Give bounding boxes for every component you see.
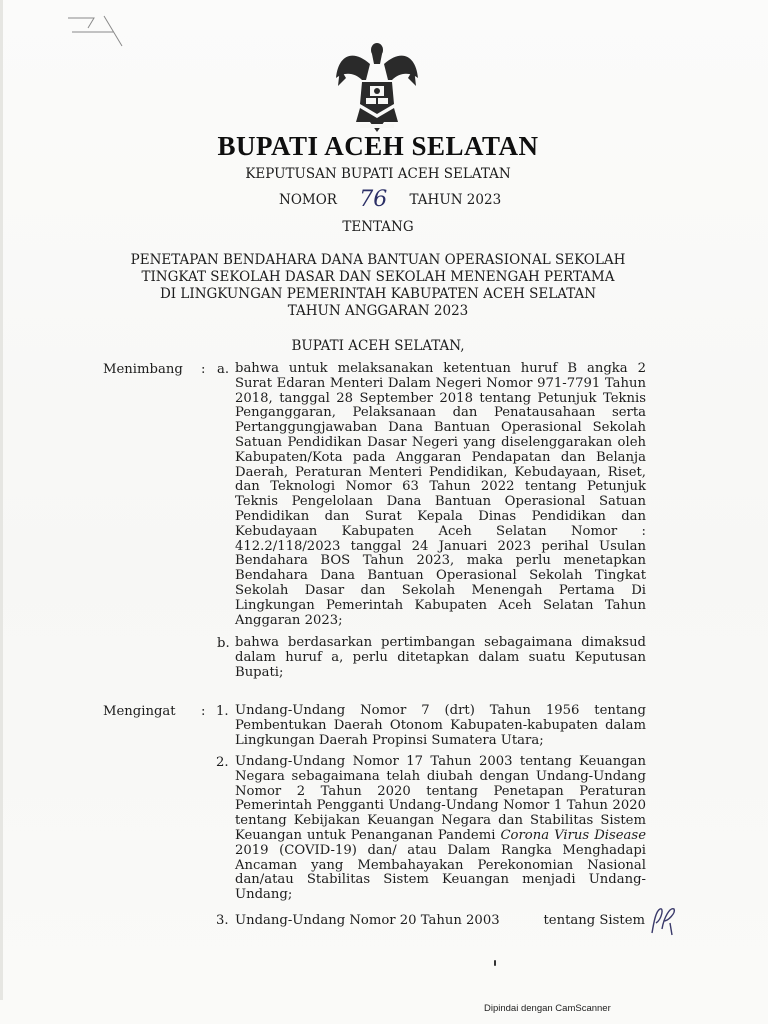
agency-title: BUPATI ACEH SELATAN	[217, 131, 539, 161]
text-line: dan/atau Stabilitas Sistem Keuangan menjadi Undang-	[235, 872, 646, 888]
initial-paraf-icon	[648, 903, 678, 937]
text-line: Penganggaran, Pelaksanaan dan Penatausahaan serta	[235, 405, 646, 421]
text-line: Sekolah Dasar dan Sekolah Menengah Pertama Di	[235, 582, 646, 598]
text-line: Undang;	[235, 887, 293, 903]
legal-basis-1-text	[235, 704, 646, 748]
page-mark	[494, 960, 496, 966]
mengingat-label: Mengingat	[103, 704, 176, 719]
subject-line: TAHUN ANGGARAN 2023	[287, 303, 469, 319]
text-line: Anggaran 2023;	[235, 612, 343, 628]
text-line: 412.2/118/2023 tanggal 24 Januari 2023 perihal Usulan	[235, 538, 646, 554]
text-line: Lingkungan Daerah Propinsi Sumatera Utara;	[235, 732, 544, 748]
tahun-label: TAHUN 2023	[409, 192, 502, 208]
text-line: Bupati;	[235, 664, 284, 680]
issuer-line: BUPATI ACEH SELATAN,	[291, 338, 465, 354]
pencil-scribble	[64, 12, 126, 50]
text-line: Negara sebagaimana telah diubah dengan Undang-Undang	[235, 768, 646, 784]
item-marker: a.	[217, 362, 230, 377]
decree-title: KEPUTUSAN BUPATI ACEH SELATAN	[245, 166, 511, 182]
text-line: Pendidikan dan Surat Kepala Dinas Pendidikan dan	[235, 508, 646, 524]
text-line: dalam huruf a, perlu ditetapkan dalam suatu Keputusan	[235, 649, 646, 665]
text-line: Lingkungan Pemerintah Kabupaten Aceh Selatan Tahun	[235, 597, 646, 613]
nomor-label: NOMOR	[279, 192, 337, 208]
text-line: bahwa berdasarkan pertimbangan sebagaimana dimaksud	[235, 635, 646, 650]
text-line: Undang-Undang Nomor 7 (drt) Tahun 1956 tentang	[235, 703, 646, 718]
text-line: Keuangan untuk Penanganan Pandemi Corona Virus Disease	[235, 827, 646, 843]
item-marker: 1.	[216, 704, 229, 719]
consideration-b-text	[235, 636, 646, 680]
text-line: Teknis Pengelolaan Dana Bantuan Operasional Satuan	[235, 494, 646, 510]
menimbang-colon: :	[201, 362, 206, 377]
garuda-emblem-icon	[332, 38, 422, 134]
text-line: Surat Edaran Menteri Dalam Negeri Nomor 971-7791 Tahun	[235, 375, 646, 391]
text-line: 2019 (COVID-19) dan/ atau Dalam Rangka Menghadapi	[235, 842, 646, 858]
tentang-label: TENTANG	[342, 219, 414, 235]
item-marker: 3.	[216, 913, 229, 928]
text-line: dan Teknologi Nomor 63 Tahun 2022 tentang Petunjuk	[235, 479, 646, 495]
item-marker: b.	[217, 636, 230, 651]
text-line: Pembentukan Daerah Otonom Kabupaten-kabupaten dalam	[235, 717, 646, 733]
text-line: tentang Kebijakan Keuangan Negara dan Stabilitas Sistem	[235, 813, 646, 829]
text-line: Bendahara BOS Tahun 2023, maka perlu menetapkan	[235, 553, 646, 569]
scanner-watermark: Dipindai dengan CamScanner	[484, 1003, 611, 1014]
text-line: Kebudayaan Kabupaten Aceh Selatan Nomor :	[235, 523, 646, 539]
text-line: Bendahara Dana Bantuan Operasional Sekolah Tingkat	[235, 568, 646, 584]
text-line: Satuan Pendidikan Dasar Negeri yang diselenggarakan oleh	[235, 434, 646, 450]
consideration-a-text	[235, 362, 646, 628]
menimbang-label: Menimbang	[103, 362, 183, 377]
text-line: Pemerintah Pengganti Undang-Undang Nomor 1 Tahun 2020	[235, 798, 646, 814]
text-line: Ancaman yang Membahayakan Perekonomian Nasional	[235, 857, 646, 873]
legal-basis-3-left: Undang-Undang Nomor 20 Tahun 2003	[235, 913, 500, 928]
decree-number-line	[279, 185, 619, 210]
item-marker: 2.	[216, 755, 229, 770]
handwritten-number: 76	[359, 187, 388, 212]
subject-line: TINGKAT SEKOLAH DASAR DAN SEKOLAH MENENGAH PERTAMA	[141, 269, 615, 285]
text-line: Nomor 2 Tahun 2020 tentang Penetapan Peraturan	[235, 783, 646, 799]
legal-basis-3-right: tentang Sistem	[543, 913, 645, 928]
text-line: bahwa untuk melaksanakan ketentuan huruf B angka 2	[235, 361, 646, 376]
text-line: Undang-Undang Nomor 17 Tahun 2003 tentang Keuangan	[235, 754, 646, 769]
text-line: Daerah, Peraturan Menteri Pendidikan, Kebudayaan, Riset,	[235, 464, 646, 480]
legal-basis-2-text	[235, 755, 646, 903]
text-line: Kabupaten/Kota pada Anggaran Pendapatan dan Belanja	[235, 449, 646, 465]
text-line: Pertanggungjawaban Dana Bantuan Operasional Sekolah	[235, 420, 646, 436]
mengingat-colon: :	[201, 704, 206, 719]
subject-line: PENETAPAN BENDAHARA DANA BANTUAN OPERASIONAL SEKOLAH	[130, 252, 626, 268]
subject-line: DI LINGKUNGAN PEMERINTAH KABUPATEN ACEH SELATAN	[159, 286, 597, 302]
text-line: 2018, tanggal 28 September 2018 tentang Petunjuk Teknis	[235, 390, 646, 406]
